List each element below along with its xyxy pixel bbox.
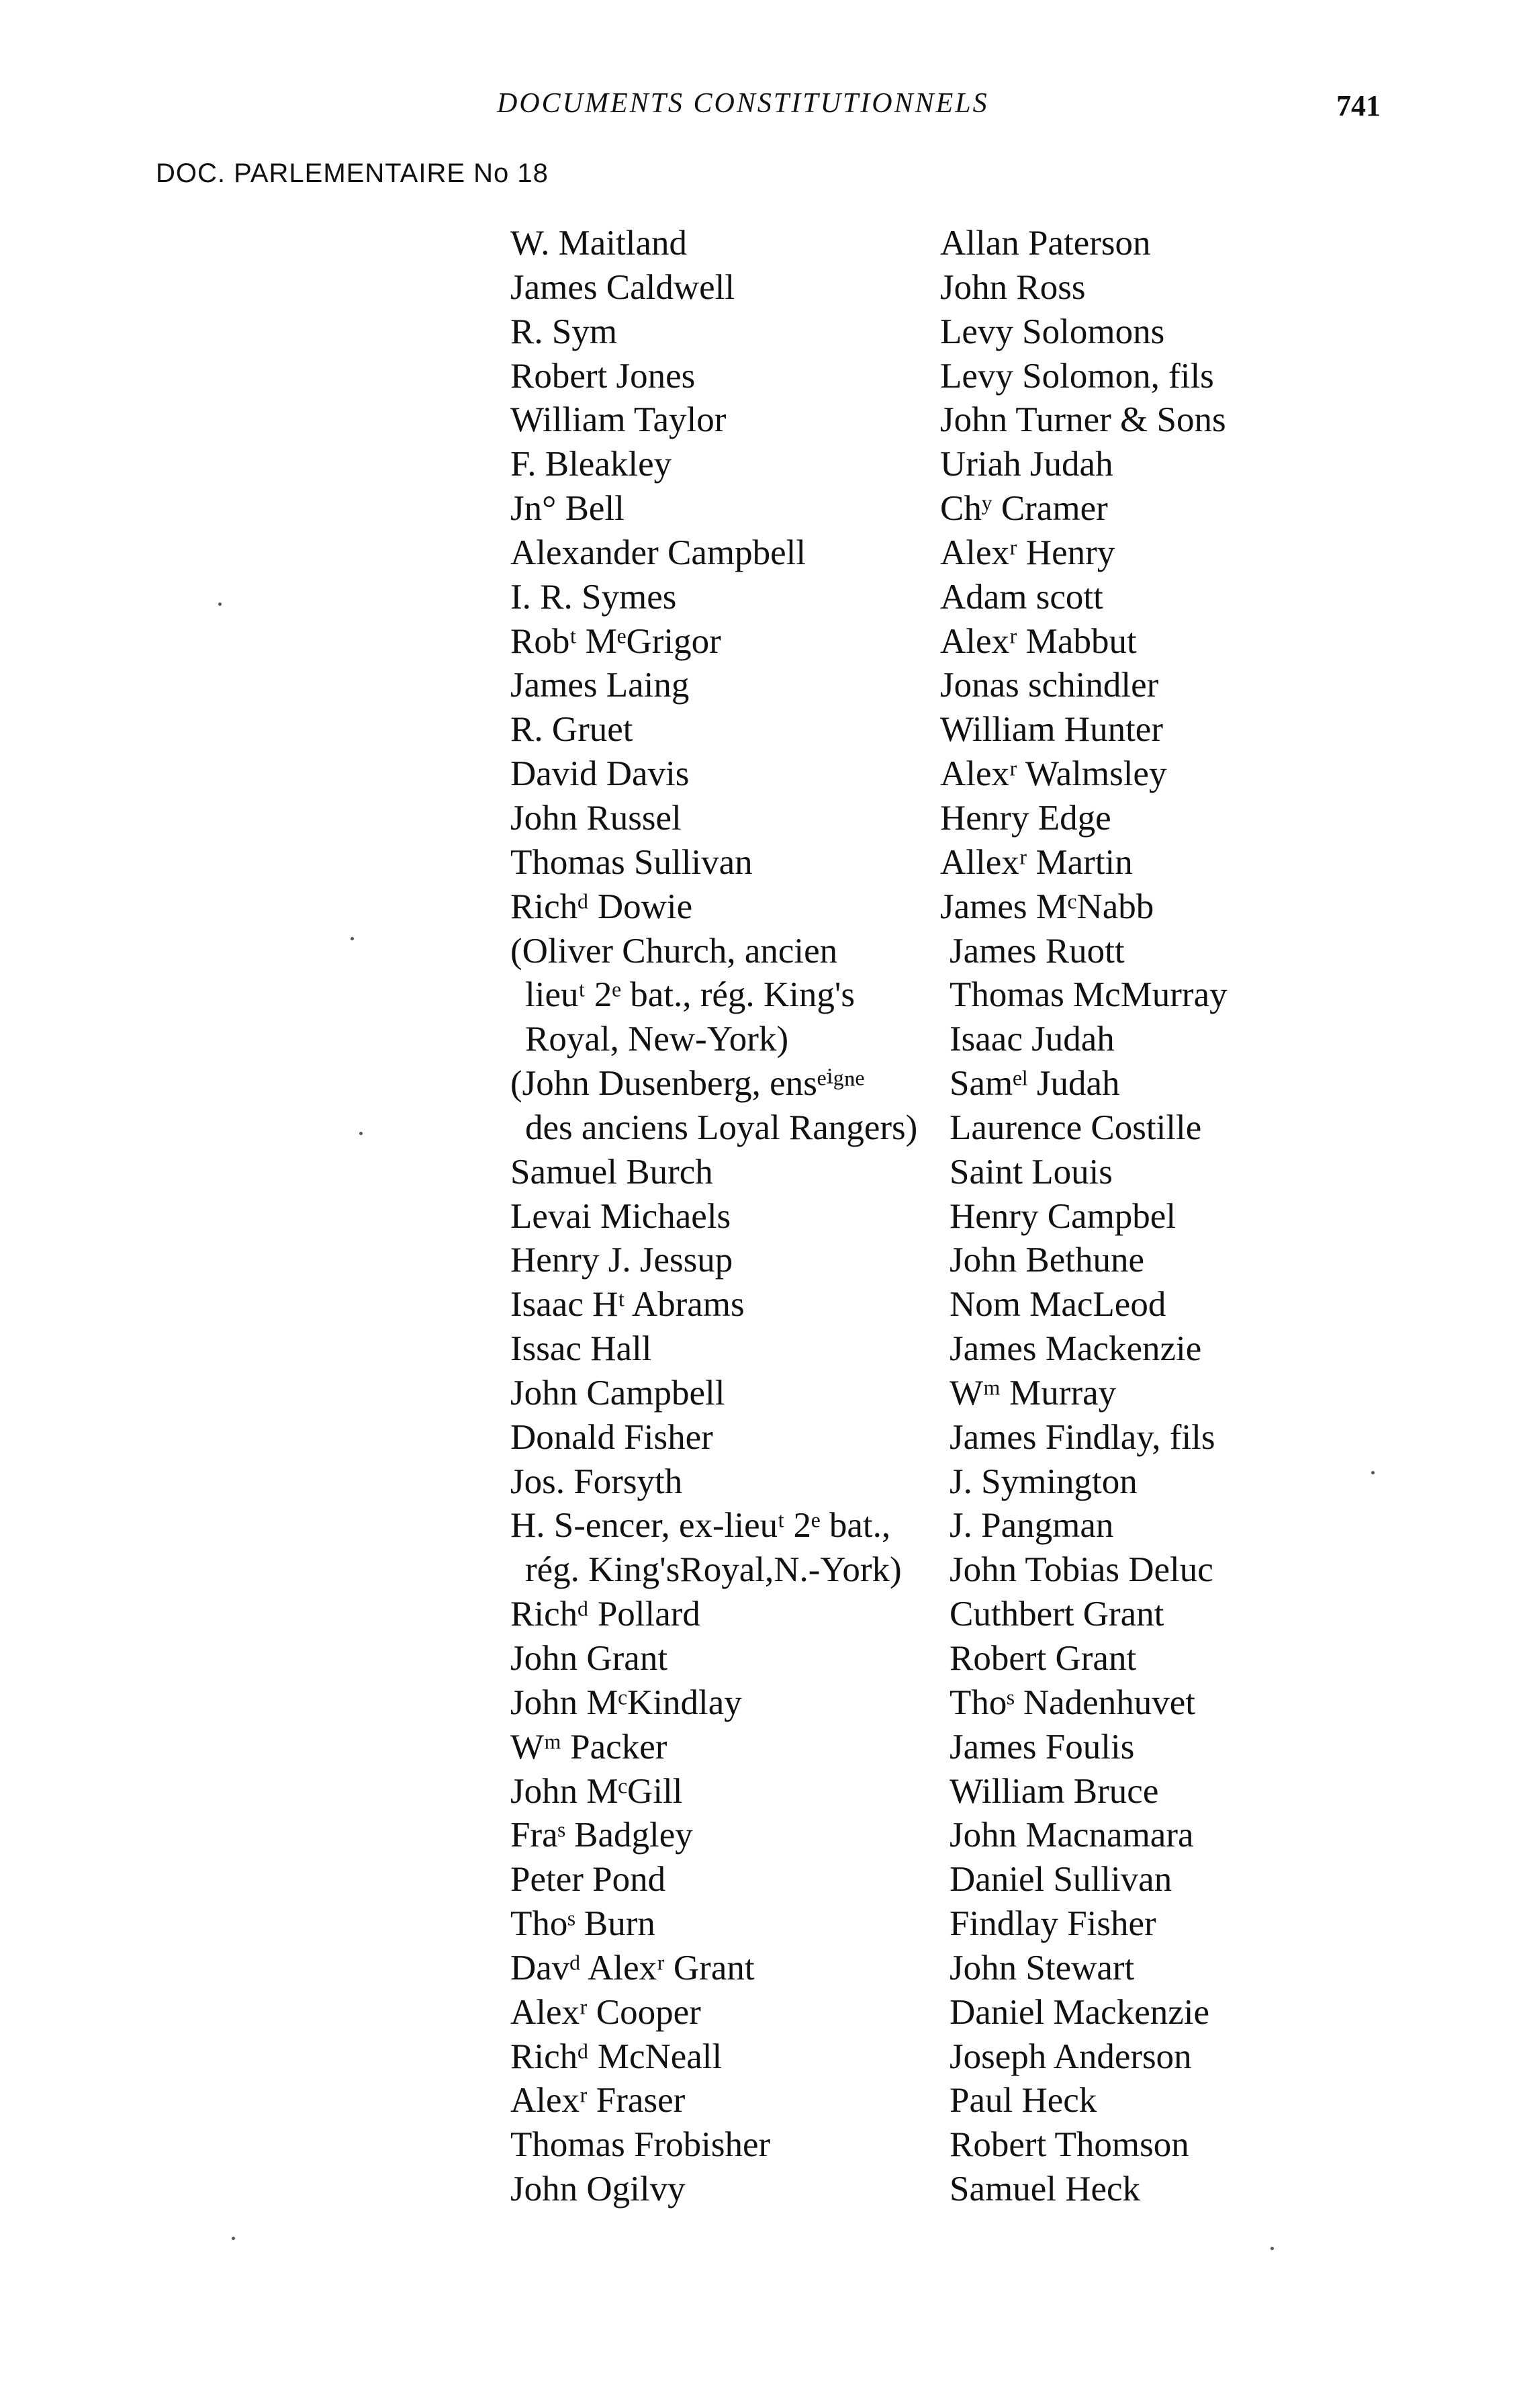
signatory-name: James Findlay, fils xyxy=(950,1417,1215,1457)
signatory-name: Alexander Campbell xyxy=(510,533,806,572)
print-speck xyxy=(218,603,222,606)
signatory-name: Allexʳ Martin xyxy=(940,842,1133,882)
signatory-name: Thomas McMurray xyxy=(950,975,1228,1015)
signatory-name: Isaac Judah xyxy=(950,1020,1115,1059)
signatory-name: James Laing xyxy=(510,666,690,705)
signatory-name: des anciens Loyal Rangers) xyxy=(525,1108,918,1147)
signatory-name: F. Bleakley xyxy=(510,445,672,484)
signatory-name: Daniel Mackenzie xyxy=(950,1992,1209,2032)
signatory-name: Jn° Bell xyxy=(510,489,625,529)
signatory-name: William Hunter xyxy=(940,710,1163,750)
signatory-name: lieuᵗ 2ᵉ bat., rég. King's xyxy=(525,975,856,1015)
signatory-name: Daniel Sullivan xyxy=(950,1860,1172,1900)
signatory-name: William Bruce xyxy=(950,1771,1159,1811)
signatory-name: Issac Hall xyxy=(510,1329,652,1369)
print-speck xyxy=(232,2237,235,2240)
signatory-name: Richᵈ Dowie xyxy=(510,887,693,926)
signatory-name: James Foulis xyxy=(950,1727,1135,1767)
signatory-name: Henry Campbel xyxy=(950,1196,1176,1236)
document-label: DOC. PARLEMENTAIRE No 18 xyxy=(156,159,549,188)
signatory-name: Nom MacLeod xyxy=(950,1285,1166,1325)
signatory-name: Jonas schindler xyxy=(940,666,1159,705)
print-speck xyxy=(351,937,354,940)
signatory-name: Henry Edge xyxy=(940,798,1111,838)
running-head: DOCUMENTS CONSTITUTIONNELS xyxy=(497,88,989,119)
signatory-name: Thomas Frobisher xyxy=(510,2125,771,2165)
signatory-name: John MᶜKindlay xyxy=(510,1683,742,1722)
signatory-name: Jos. Forsyth xyxy=(510,1462,683,1501)
page-number: 741 xyxy=(1336,89,1381,122)
signatory-name: James Ruott xyxy=(950,931,1125,971)
signatory-name: Royal, New-York) xyxy=(525,1020,789,1059)
print-speck xyxy=(1270,2247,1274,2250)
signatory-name: Wᵐ Packer xyxy=(510,1727,667,1767)
signatory-name: David Davis xyxy=(510,754,690,794)
signatory-name: Samuel Burch xyxy=(510,1152,713,1192)
signatory-name: Robert Jones xyxy=(510,356,696,396)
signatory-name: H. S-encer, ex-lieuᵗ 2ᵉ bat., xyxy=(510,1506,891,1546)
signatory-name: John Tobias Deluc xyxy=(950,1550,1213,1590)
signatory-name: Saint Louis xyxy=(950,1152,1113,1192)
signatory-name: John Russel xyxy=(510,798,682,838)
signatory-name: John Bethune xyxy=(950,1241,1144,1280)
signatory-name: rég. King'sRoyal,N.-York) xyxy=(525,1550,902,1590)
signatory-name: Chʸ Cramer xyxy=(940,489,1108,529)
signatory-name: Laurence Costille xyxy=(950,1108,1202,1147)
signatory-name: Uriah Judah xyxy=(940,445,1113,484)
signatory-name: Richᵈ Pollard xyxy=(510,1595,700,1634)
signatory-name: (John Dusenberg, ensᵉⁱᵍⁿᵉ xyxy=(510,1064,865,1104)
signatory-name: Donald Fisher xyxy=(510,1417,713,1457)
signatory-name: John Grant xyxy=(510,1639,668,1678)
signatory-name: Alexʳ Cooper xyxy=(510,1992,701,2032)
signatory-name: Robert Grant xyxy=(950,1639,1137,1678)
signatory-name: Robert Thomson xyxy=(950,2125,1189,2165)
signatory-name: John Turner & Sons xyxy=(940,400,1226,440)
signatory-name: J. Symington xyxy=(950,1462,1138,1501)
signatory-name: Fraˢ Badgley xyxy=(510,1816,693,1855)
signatory-name: John MᶜGill xyxy=(510,1771,683,1811)
signatory-name: Joseph Anderson xyxy=(950,2037,1192,2076)
signatory-name: Peter Pond xyxy=(510,1860,666,1900)
signatory-name: Alexʳ Mabbut xyxy=(940,621,1137,661)
signatory-name: Samuel Heck xyxy=(950,2170,1141,2209)
signatory-name: Levy Solomons xyxy=(940,312,1165,351)
signatory-name: I. R. Symes xyxy=(510,577,677,617)
signatory-name: Levai Michaels xyxy=(510,1196,731,1236)
signatory-name: J. Pangman xyxy=(950,1506,1114,1546)
signatory-name: Levy Solomon, fils xyxy=(940,356,1214,396)
signatory-name: James MᶜNabb xyxy=(940,887,1154,926)
signatory-name: John Ross xyxy=(940,267,1086,307)
signatory-name: Cuthbert Grant xyxy=(950,1595,1164,1634)
signatory-name: James Caldwell xyxy=(510,267,735,307)
signatory-name: John Ogilvy xyxy=(510,2170,686,2209)
signatories-right-column xyxy=(940,222,1356,2212)
signatory-name: James Mackenzie xyxy=(950,1329,1202,1369)
signatory-name: Thomas Sullivan xyxy=(510,842,753,882)
signatory-name: Alexʳ Henry xyxy=(940,533,1115,572)
signatory-name: John Campbell xyxy=(510,1373,725,1413)
signatory-name: William Taylor xyxy=(510,400,727,440)
signatory-name: Findlay Fisher xyxy=(950,1904,1156,1944)
signatory-name: R. Gruet xyxy=(510,710,633,750)
signatory-name: Paul Heck xyxy=(950,2081,1097,2121)
signatory-name: Richᵈ McNeall xyxy=(510,2037,723,2076)
print-speck xyxy=(1371,1471,1375,1474)
signatory-name: Thoˢ Burn xyxy=(510,1904,655,1944)
signatory-name: John Stewart xyxy=(950,1948,1135,1988)
signatory-name: John Macnamara xyxy=(950,1816,1194,1855)
signatory-name: Henry J. Jessup xyxy=(510,1241,733,1280)
signatory-name: Samᵉˡ Judah xyxy=(950,1064,1120,1104)
signatory-name: Alexʳ Walmsley xyxy=(940,754,1167,794)
signatory-name: W. Maitland xyxy=(510,224,688,263)
print-speck xyxy=(359,1132,363,1135)
signatory-name: Davᵈ Alexʳ Grant xyxy=(510,1948,755,1988)
signatory-name: Alexʳ Fraser xyxy=(510,2081,686,2121)
signatories-left-column xyxy=(510,222,954,2212)
signatory-name: Robᵗ MᵉGrigor xyxy=(510,621,721,661)
signatory-name: Thoˢ Nadenhuvet xyxy=(950,1683,1195,1722)
signatory-name: Adam scott xyxy=(940,577,1103,617)
signatory-name: Wᵐ Murray xyxy=(950,1373,1117,1413)
signatory-name: (Oliver Church, ancien xyxy=(510,931,838,971)
signatory-name: Isaac Hᵗ Abrams xyxy=(510,1285,745,1325)
signatory-name: R. Sym xyxy=(510,312,618,351)
signatory-name: Allan Paterson xyxy=(940,224,1151,263)
